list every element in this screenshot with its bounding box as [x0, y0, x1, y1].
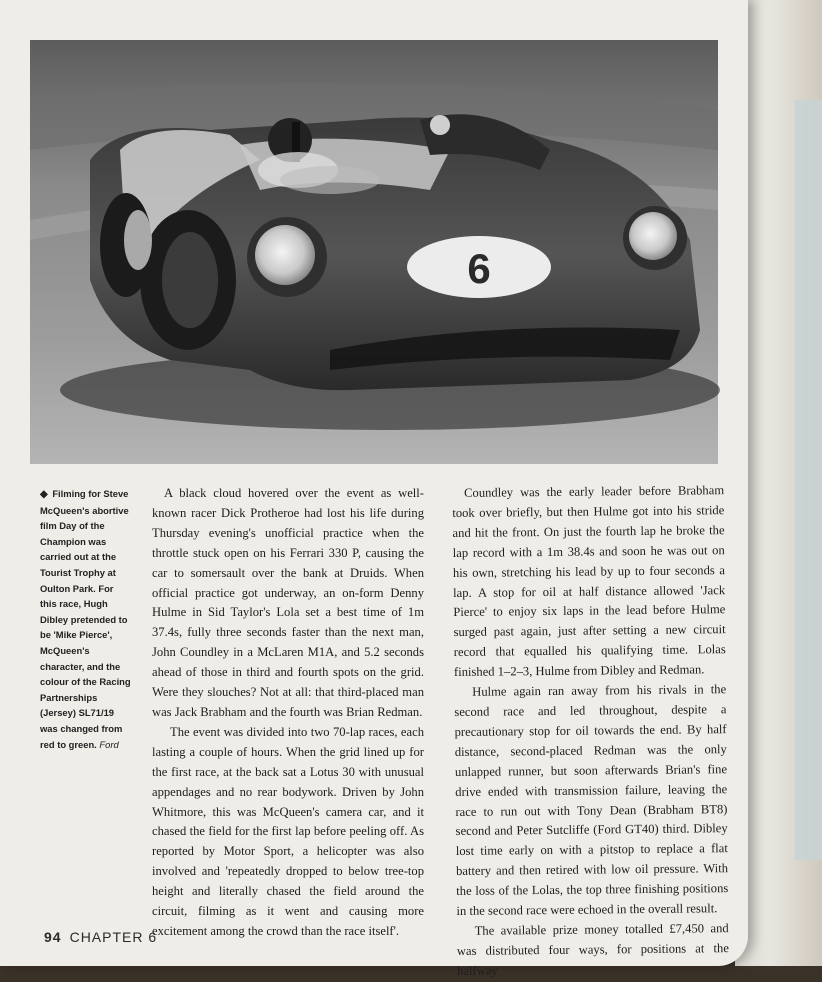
race-car-photo — [30, 40, 718, 464]
car-number: 6 — [467, 245, 491, 292]
page-footer — [44, 929, 157, 945]
chapter-label: CHAPTER 6 — [69, 929, 158, 945]
caption-arrow-icon: ◆ — [40, 489, 48, 500]
paragraph: The event was divided into two 70-lap races, each lasting a couple of hours. When the grid lined up for the first race, at the back sat a Lotus 30 with unusual appendages and no rear bodywork. Driven by John Whitmore, this was McQueen's camera car, and it chased the field for the first lap before peeling off. As reported by Motor Sport, a helicopter was also involved and 'repeatedly dropped to below tree-top height and literally chased the field around the circuit, filming as it went and causing more excitement among the crowd than the race itself'. — [152, 724, 424, 938]
next-page-edge — [735, 0, 822, 966]
photo-caption — [40, 486, 132, 752]
page-number: 94 — [44, 929, 62, 945]
caption-credit: Ford — [99, 738, 119, 750]
text-column-2 — [452, 481, 729, 981]
paragraph: Hulme again ran away from his rivals in the second race and led throughout, despite a precautionary stop for oil towards the end. By half distance, second-placed Redman was the only unlapped runner, but soon afterwards Brian's fine drive ended with transmission failure, leaving the race to run out with Tony Dean (Brabham BT8) second and Peter Sutcliffe (Ford GT40) third. Dibley lost time early on with a pitstop to replace a flat battery and then retired with low oil pressure. With the loss of the Lolas, the top three finishing positions in the second race were echoed in the overall result. — [454, 682, 729, 919]
caption-text: Filming for Steve McQueen's abortive film Day of the Champion was carried out at the Tourist Trophy at Oulton Park. For this race, Hugh Dibley pretended to be 'Mike Pierce', McQueen's character, and the colour of the Racing Partnerships (Jersey) SL71/19 was changed from red to green. — [40, 488, 131, 750]
paragraph: Coundley was the early leader before Brabham took over briefly, but then Hulme got into his stride and hit the front. On just the fourth lap he broke the lap record with a 1m 38.4s and soon he was out on his own, stretching his lead by up to four seconds a lap. A stop for oil at half distance allowed 'Jack Pierce' to enjoy six laps in the lead before Hulme surged past again, just after setting a new circuit record that equalled his qualifying time. Lolas finished 1–2–3, Hulme from Dibley and Redman. — [452, 483, 726, 680]
paragraph: The available prize money totalled £7,450 and was distributed four ways, for positions at the halfway — [456, 921, 729, 978]
paragraph: A black cloud hovered over the event as well-known racer Dick Protheroe had lost his life during Thursday evening's unofficial practice when the throttle stuck open on his Ferrari 330 P, causing the car to somersault over the bank at Druids. When official practice got underway, an on-form Denny Hulme in Sid Taylor's Lola set a best time of 1m 37.4s, fully three seconds faster than the next man, John Coundley in a McLaren M1A, and 5.2 seconds ahead of those in third and fourth spots on the grid. Were they slouches? Not at all: that third-placed man was Jack Brabham and the fourth was Brian Redman. — [152, 486, 424, 719]
text-column-1 — [152, 484, 424, 942]
